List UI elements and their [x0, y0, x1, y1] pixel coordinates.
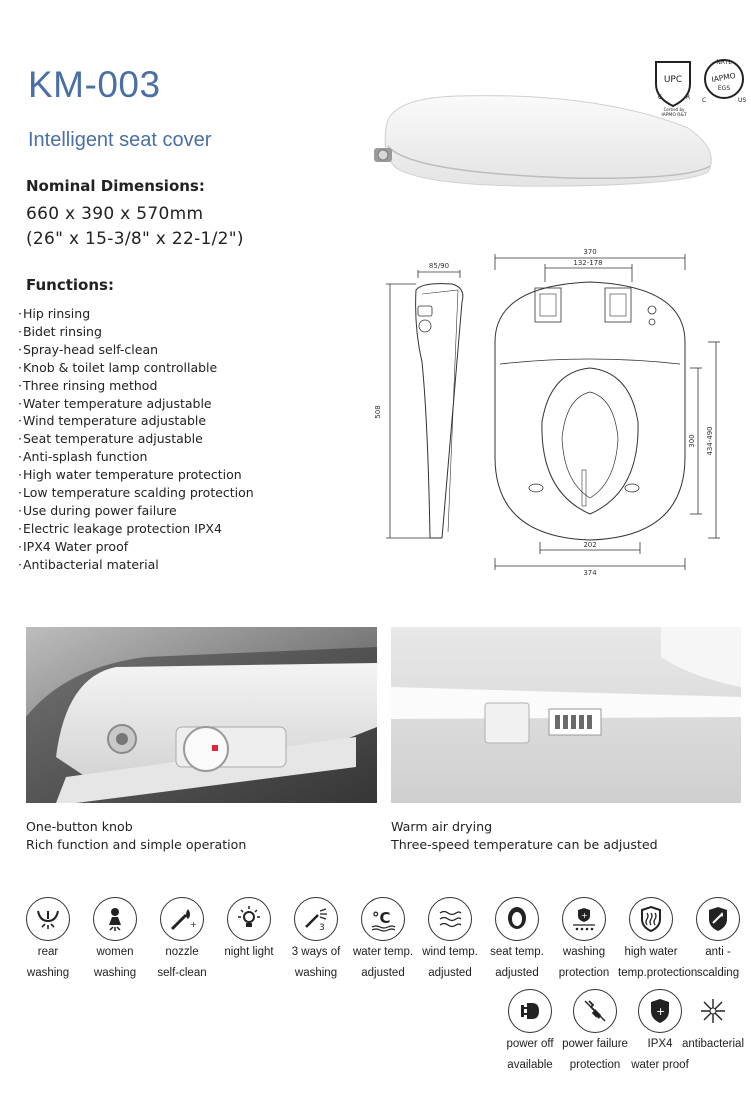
- dim-bottom-width: 374: [583, 569, 597, 577]
- knob-photo: [26, 627, 377, 803]
- feature-label-line: scalding: [696, 967, 740, 979]
- feature-label: [484, 942, 550, 984]
- product-subtitle: Intelligent seat cover: [28, 129, 212, 151]
- feature-label: [551, 942, 617, 984]
- feature-label-line: washing: [93, 967, 137, 979]
- function-item: · Bidet rinsing: [18, 323, 254, 341]
- feature-label-line: 3 ways of: [291, 946, 341, 958]
- ipx4-water-proof-icon: [638, 989, 682, 1033]
- night-light-icon: [227, 897, 271, 941]
- feature-label: [283, 942, 349, 984]
- dim-side-height: 508: [374, 405, 382, 419]
- iapmo-egs: EGS: [717, 85, 731, 92]
- feature-label: [680, 1034, 746, 1055]
- feature-label-line: seat temp.: [490, 946, 544, 958]
- function-item: · High water temperature protection: [18, 466, 254, 484]
- dim-outer-height: 434-490: [706, 426, 714, 456]
- feature-label-line: washing: [562, 946, 606, 958]
- upc-c: C: [658, 94, 663, 101]
- function-item: · Antibacterial material: [18, 556, 254, 574]
- svg-text:3: 3: [319, 923, 325, 933]
- feature-antibacterial: [680, 989, 746, 1055]
- svg-text:+: +: [190, 920, 197, 929]
- feature-label-line: available: [507, 1059, 553, 1071]
- dryer-caption-line2: Three-speed temperature can be adjusted: [391, 837, 658, 852]
- feature-label: [685, 942, 751, 984]
- feature-label-line: water temp.: [352, 946, 414, 958]
- feature-label: [149, 942, 215, 984]
- iapmo-nrtl: NRTL: [716, 59, 732, 66]
- feature-water-temp: [350, 897, 416, 984]
- feature-label-line: antibacterial: [681, 1038, 744, 1050]
- feature-women-washing: [82, 897, 148, 984]
- feature-label: [350, 942, 416, 984]
- feature-label-line: protection: [558, 967, 610, 979]
- iapmo-c: C: [702, 97, 707, 104]
- feature-label-line: water proof: [631, 1059, 689, 1071]
- power-off-available-icon: [508, 989, 552, 1033]
- function-item: · Hip rinsing: [18, 305, 254, 323]
- feature-label-line: adjusted: [361, 967, 405, 979]
- dim-top-width: 370: [583, 248, 597, 256]
- three-ways-washing-icon: [294, 897, 338, 941]
- product-hero-image: [368, 88, 720, 188]
- feature-label-line: anti -: [705, 946, 731, 958]
- anti-scalding-icon: [696, 897, 740, 941]
- feature-label-line: protection: [569, 1059, 621, 1071]
- power-failure-protection-icon: [573, 989, 617, 1033]
- function-item: · Low temperature scalding protection: [18, 484, 254, 502]
- seat-temp-icon: [495, 897, 539, 941]
- upc-line1: Certied by: [663, 107, 685, 112]
- dimensions-imperial: (26" x 15-3/8" x 22-1/2"): [26, 229, 244, 249]
- feature-label: [562, 1034, 628, 1076]
- function-item: · Water temperature adjustable: [18, 395, 254, 413]
- function-item: · Seat temperature adjustable: [18, 430, 254, 448]
- function-item: · Use during power failure: [18, 502, 254, 520]
- wind-temp-icon: [428, 897, 472, 941]
- feature-label-line: high water: [624, 946, 678, 958]
- function-item: · Wind temperature adjustable: [18, 412, 254, 430]
- functions-heading: Functions:: [26, 276, 114, 294]
- feature-label-line: power failure: [562, 1038, 628, 1050]
- function-item: · Spray-head self-clean: [18, 341, 254, 359]
- dim-side-top: 85/90: [428, 262, 450, 270]
- feature-label: [618, 942, 698, 984]
- feature-three-ways-washing: [283, 897, 349, 984]
- dim-top-inner: 132-178: [573, 259, 603, 267]
- feature-label-line: wind temp.: [422, 946, 478, 958]
- feature-label-line: self-clean: [157, 967, 207, 979]
- feature-high-water-temp-protection: [618, 897, 698, 984]
- rear-washing-icon: [26, 897, 70, 941]
- feature-label-line: rear: [37, 946, 59, 958]
- feature-label: [15, 942, 81, 984]
- dim-inner-height: 300: [688, 434, 696, 448]
- feature-label-line: night light: [224, 946, 274, 958]
- feature-label-line: IPX4: [647, 1038, 673, 1050]
- feature-power-failure-protection: [562, 989, 628, 1076]
- feature-nozzle-self-clean: [149, 897, 215, 984]
- nozzle-self-clean-icon: [160, 897, 204, 941]
- upc-text: UPC: [663, 75, 683, 85]
- feature-power-off-available: [497, 989, 563, 1076]
- dimensions-heading: Nominal Dimensions:: [26, 177, 205, 195]
- women-washing-icon: [93, 897, 137, 941]
- function-item: · Three rinsing method: [18, 377, 254, 395]
- feature-label-line: washing: [294, 967, 338, 979]
- feature-label-line: washing: [26, 967, 70, 979]
- feature-anti-scalding: [685, 897, 751, 984]
- dim-bottom-inner: 202: [583, 541, 597, 549]
- svg-text:+: +: [656, 1005, 666, 1018]
- function-item: · Knob & toilet lamp controllable: [18, 359, 254, 377]
- air-dryer-photo: [391, 627, 741, 803]
- washing-protection-icon: [562, 897, 606, 941]
- feature-label-line: women: [96, 946, 134, 958]
- iapmo-text: IAPMO: [710, 71, 737, 85]
- feature-label-line: adjusted: [428, 967, 472, 979]
- feature-washing-protection: [551, 897, 617, 984]
- functions-list: [18, 305, 254, 574]
- feature-label-line: nozzle: [165, 946, 199, 958]
- feature-label: [82, 942, 148, 984]
- feature-label-line: temp.protection: [618, 967, 698, 979]
- knob-caption-line1: One-button knob: [26, 819, 133, 834]
- feature-label-line: adjusted: [495, 967, 539, 979]
- knob-caption-line2: Rich function and simple operation: [26, 837, 247, 852]
- feature-seat-temp: [484, 897, 550, 984]
- high-water-temp-protection-icon: [629, 897, 673, 941]
- knob-caption: [26, 818, 246, 854]
- iapmo-us: US: [738, 97, 747, 104]
- antibacterial-icon: [691, 989, 735, 1033]
- function-item: · IPX4 Water proof: [18, 538, 254, 556]
- feature-label: [216, 942, 282, 963]
- feature-wind-temp: [417, 897, 483, 984]
- feature-label: [497, 1034, 563, 1076]
- water-temp-icon: [361, 897, 405, 941]
- dryer-caption-line1: Warm air drying: [391, 819, 493, 834]
- upc-line2: IAPMO R&T: [661, 113, 687, 118]
- technical-drawing: [370, 242, 730, 577]
- function-item: · Electric leakage protection IPX4: [18, 520, 254, 538]
- feature-label: [417, 942, 483, 984]
- svg-text:+: +: [581, 911, 588, 920]
- upc-r: R: [686, 94, 691, 101]
- feature-rear-washing: [15, 897, 81, 984]
- function-item: · Anti-splash function: [18, 448, 254, 466]
- model-title: KM-003: [28, 64, 161, 105]
- svg-text:°C: °C: [372, 909, 391, 927]
- feature-label-line: power off: [506, 1038, 554, 1050]
- feature-night-light: [216, 897, 282, 963]
- dimensions-metric: 660 x 390 x 570mm: [26, 204, 204, 224]
- dryer-caption: [391, 818, 658, 854]
